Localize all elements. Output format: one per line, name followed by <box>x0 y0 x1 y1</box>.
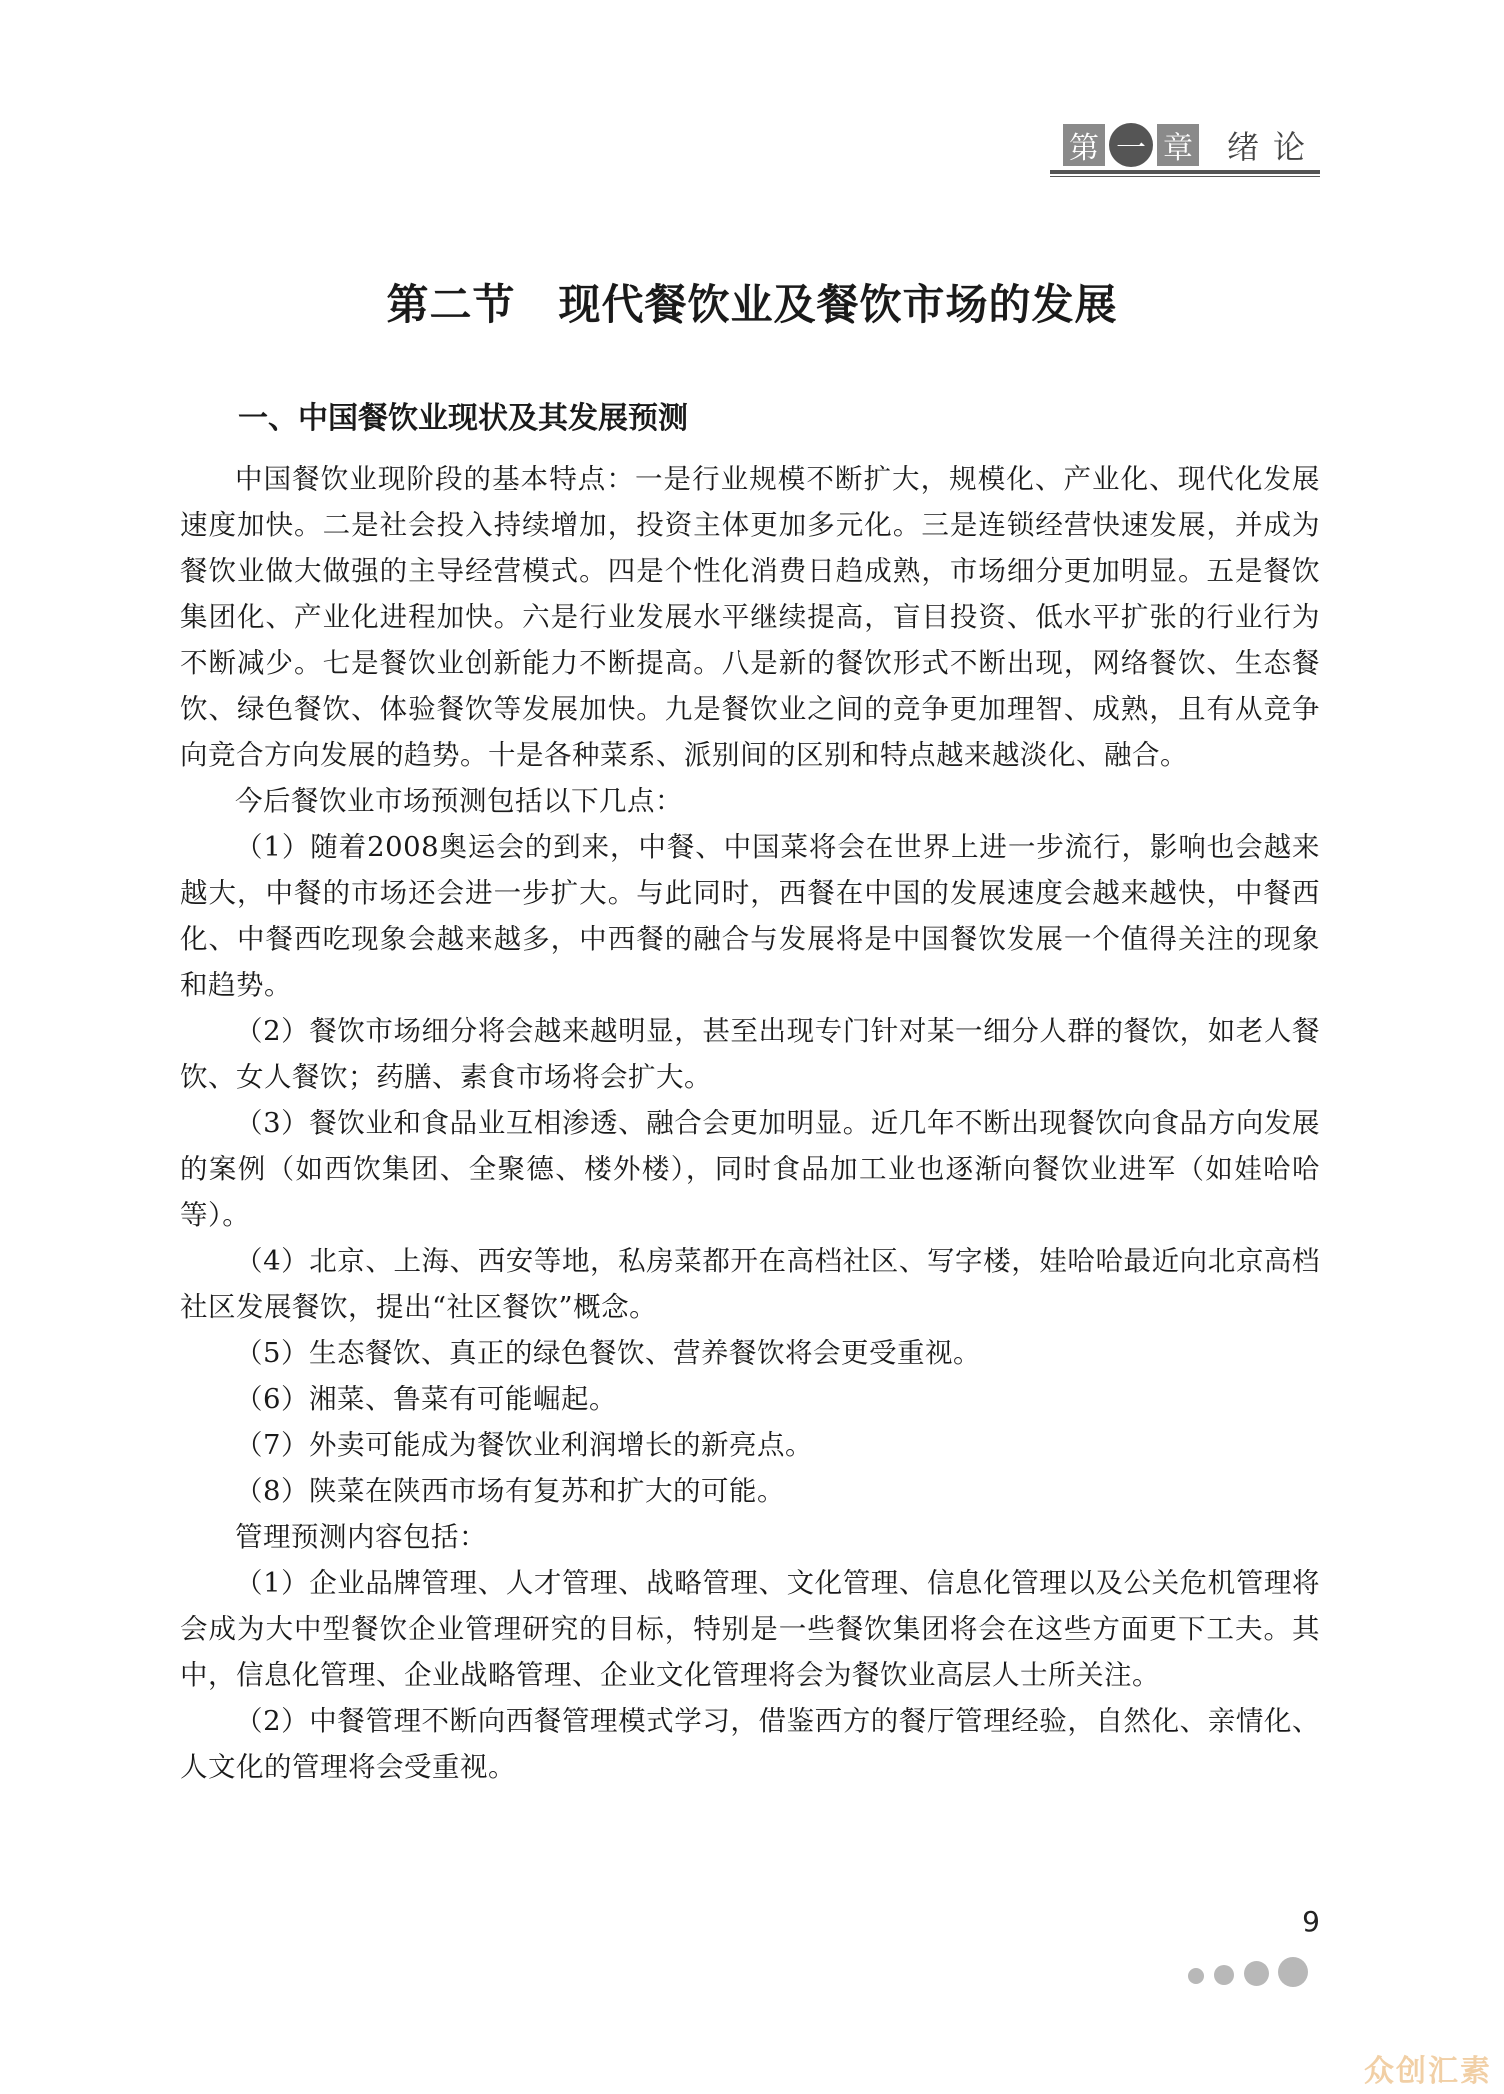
page-number: 9 <box>1302 1905 1320 1938</box>
chapter-prefix-box: 第 <box>1063 124 1105 166</box>
list-item: （2）中餐管理不断向西餐管理模式学习，借鉴西方的餐厅管理经验，自然化、亲情化、人文化的管理将会受重视。 <box>180 1705 1320 1783</box>
list-item: （5）生态餐饮、真正的绿色餐饮、营养餐饮将会更受重视。 <box>235 1337 981 1369</box>
decoration-dot <box>1188 1968 1204 1984</box>
body-text <box>180 456 1320 1790</box>
decoration-dot <box>1244 1961 1269 1986</box>
header-rule <box>1050 170 1320 174</box>
list-item: （8）陕菜在陕西市场有复苏和扩大的可能。 <box>235 1475 785 1507</box>
list-item: （3）餐饮业和食品业互相渗透、融合会更加明显。近几年不断出现餐饮向食品方向发展的案例（如西饮集团、全聚德、楼外楼），同时食品加工业也逐渐向餐饮业进军（如娃哈哈等）。 <box>180 1107 1320 1231</box>
running-header <box>1063 122 1319 168</box>
chapter-suffix-box: 章 <box>1157 124 1199 166</box>
chapter-title: 绪论 <box>1226 128 1319 166</box>
chapter-number-circle: 一 <box>1109 123 1153 167</box>
list-item: （1）企业品牌管理、人才管理、战略管理、文化管理、信息化管理以及公关危机管理将会成为大中型餐饮企业管理研究的目标，特别是一些餐饮集团将会在这些方面更下工夫。其中，信息化管理、企业战略管理、企业文化管理将会为餐饮业高层人士所关注。 <box>180 1567 1320 1691</box>
paragraph: 中国餐饮业现阶段的基本特点：一是行业规模不断扩大，规模化、产业化、现代化发展速度加快。二是社会投入持续增加，投资主体更加多元化。三是连锁经营快速发展，并成为餐饮业做大做强的主导经营模式。四是个性化消费日趋成熟，市场细分更加明显。五是餐饮集团化、产业化进程加快。六是行业发展水平继续提高，盲目投资、低水平扩张的行业行为不断减少。七是餐饮业创新能力不断提高。八是新的餐饮形式不断出现，网络餐饮、生态餐饮、绿色餐饮、体验餐饮等发展加快。九是餐饮业之间的竞争更加理智、成熟，且有从竞争向竞合方向发展的趋势。十是各种菜系、派别间的区别和特点越来越淡化、融合。 <box>180 463 1320 771</box>
paragraph: 今后餐饮业市场预测包括以下几点： <box>235 785 683 817</box>
subsection-title: 一、中国餐饮业现状及其发展预测 <box>238 401 688 436</box>
section-title: 第二节 现代餐饮业及餐饮市场的发展 <box>386 280 1118 329</box>
list-item: （7）外卖可能成为餐饮业利润增长的新亮点。 <box>235 1429 813 1461</box>
list-item: （1）随着2008奥运会的到来，中餐、中国菜将会在世界上进一步流行，影响也会越来越大，中餐的市场还会进一步扩大。与此同时，西餐在中国的发展速度会越来越快，中餐西化、中餐西吃现象会越来越多，中西餐的融合与发展将是中国餐饮发展一个值得关注的现象和趋势。 <box>180 831 1320 1001</box>
header-rule-thin <box>1050 176 1320 177</box>
watermark: 众创汇素 <box>1364 2054 1492 2089</box>
decoration-dot <box>1278 1957 1308 1987</box>
list-item: （4）北京、上海、西安等地，私房菜都开在高档社区、写字楼，娃哈哈最近向北京高档社区发展餐饮，提出“社区餐饮”概念。 <box>180 1245 1320 1323</box>
list-item: （6）湘菜、鲁菜有可能崛起。 <box>235 1383 617 1415</box>
paragraph: 管理预测内容包括： <box>235 1521 487 1553</box>
list-item: （2）餐饮市场细分将会越来越明显，甚至出现专门针对某一细分人群的餐饮，如老人餐饮、女人餐饮；药膳、素食市场将会扩大。 <box>180 1015 1320 1093</box>
decoration-dot <box>1214 1965 1234 1985</box>
page-decoration-dots <box>1180 1950 1330 1990</box>
